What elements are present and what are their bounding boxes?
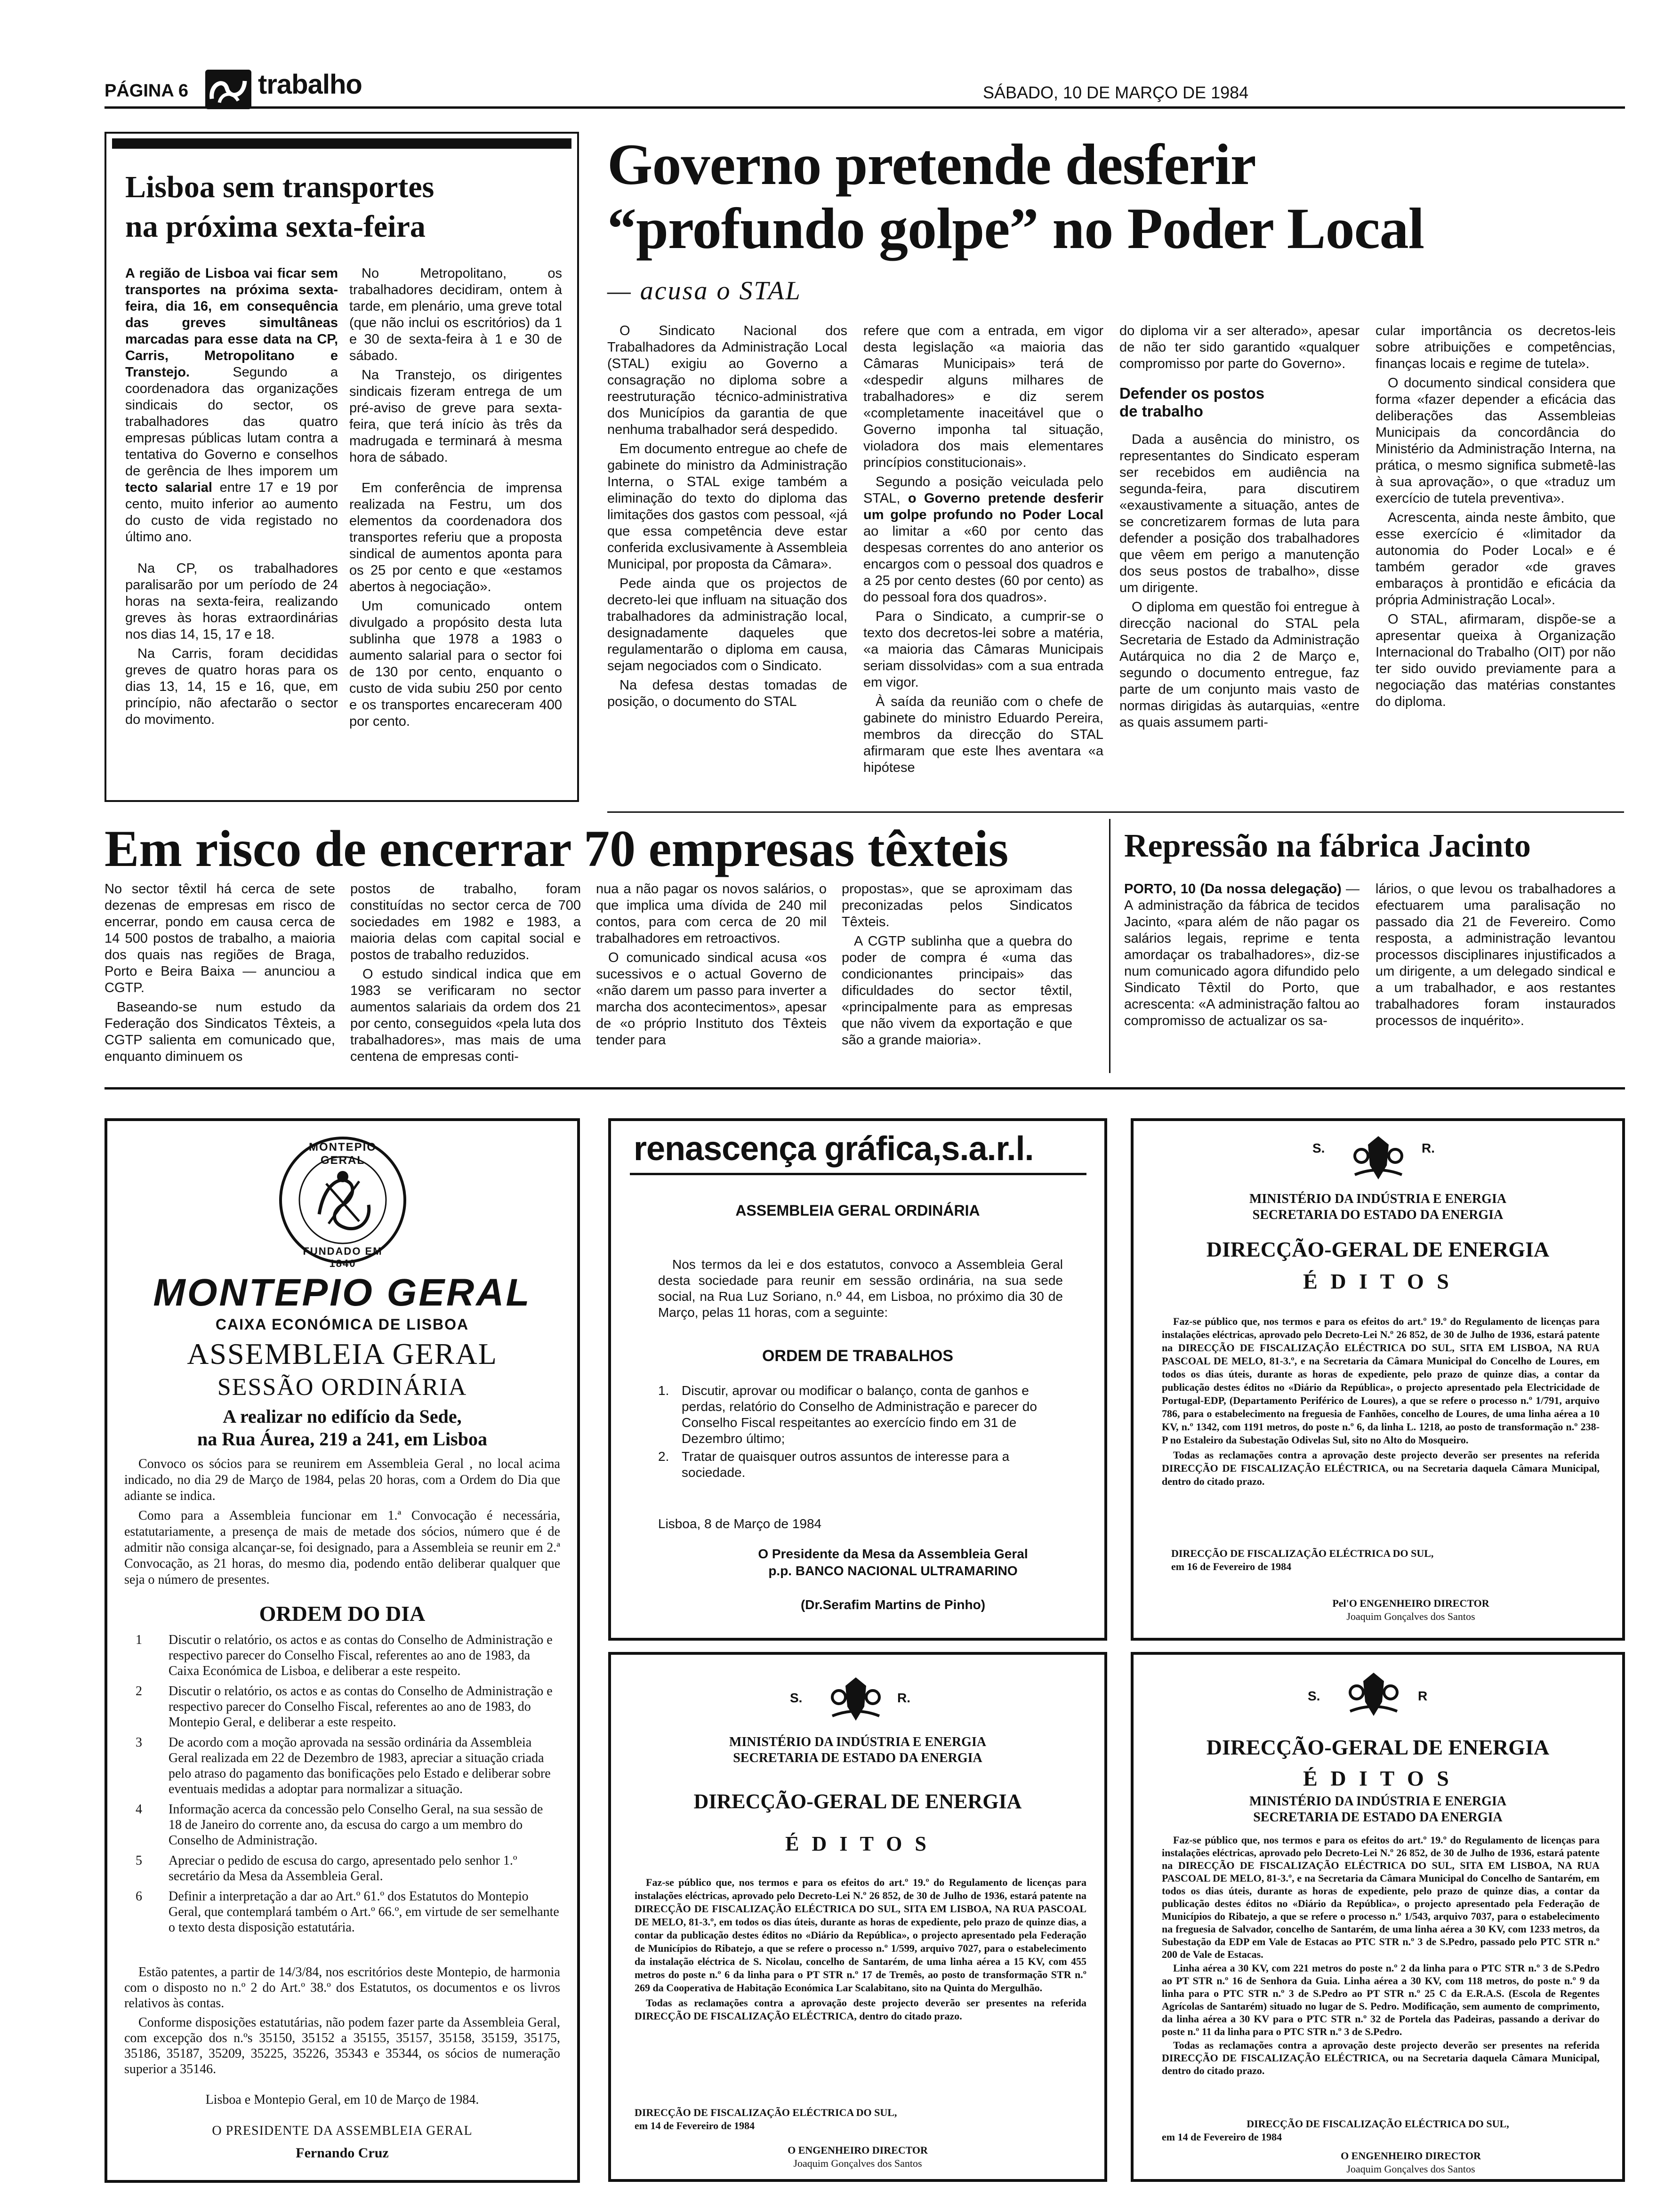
edital-santarem-salvador: [1131, 1652, 1625, 2182]
page-number: PÁGINA 6: [105, 81, 189, 101]
edital1-engineer: O ENGENHEIRO DIRECTOR: [788, 2144, 928, 2156]
coat-of-arms-icon: [1350, 1132, 1407, 1184]
agenda-text: Informação acerca da concessão pelo Conselho Geral, na sua sessão de 18 de Janeiro do corrente ano, da escusa do cargo a um membro do Conselho de Administração.: [169, 1802, 543, 1848]
jacinto-headline: Repressão na fábrica Jacinto: [1124, 828, 1531, 864]
edital1-seal-left: S.: [790, 1691, 803, 1705]
governo-subhead: Defender os postos de trabalho: [1119, 385, 1265, 420]
agenda-item: [136, 1802, 559, 1848]
governo-c4-p4: O STAL, afirmaram, dispõe-se a apresentar queixa à Organização Internacional do Trabalho (OIT) por não ter sido ouvido previamente para a negociação das matérias constantes do diploma.: [1375, 612, 1616, 709]
lisboa-tecto: tecto salarial: [125, 480, 212, 495]
agenda-text: Discutir o relatório, os actos e as contas do Conselho de Administração e respectivo parecer do Conselho Fiscal, referentes ao ano de 1983, da Caixa Económica de Lisboa, e deliberar a este respeito.: [169, 1633, 553, 1678]
lisboa-p6: Em conferência de imprensa realizada na Festru, um dos elementos da coordenadora dos transportes referiu que a proposta sindical de aumentos aponta para os 25 por cento e que «estamos abertos à negociação».: [349, 481, 562, 594]
montepio-agenda-title: ORDEM DO DIA: [259, 1602, 426, 1626]
agenda-num: 1.: [658, 1383, 669, 1398]
montepio-sub: CAIXA ECONÓMICA DE LISBOA: [215, 1316, 469, 1333]
lisboa-p5: Na Transtejo, os dirigentes sindicais fizeram entrega de um pré-aviso de greve para sexta-feira, que terá início às três da madrugada e terminará à mesma hora de sábado.: [349, 368, 562, 465]
edital3-engineer: O ENGENHEIRO DIRECTOR: [1341, 2150, 1481, 2162]
agenda-text: Apreciar o pedido de escusa do cargo, apresentado pelo senhor 1.º secretário da Mesa da Assembleia Geral.: [169, 1853, 517, 1883]
edital3-editos: É D I T O S: [1303, 1766, 1453, 1790]
edital3-ministry: MINISTÉRIO DA INDÚSTRIA E ENERGIA: [1249, 1794, 1507, 1809]
montepio-seal-top: MONTEPIO GERAL: [308, 1141, 377, 1167]
page-date: SÁBADO, 10 DE MARÇO DE 1984: [983, 83, 1249, 102]
montepio-name: MONTEPIO GERAL: [153, 1271, 531, 1314]
governo-c4-p1: cular importância os decretos-leis sobre atribuições e competências, finanças locais e regime de tutela».: [1375, 323, 1616, 371]
renascenca-assembly: ASSEMBLEIA GERAL ORDINÁRIA: [735, 1202, 980, 1219]
coat-of-arms-icon: [1345, 1669, 1402, 1721]
agenda-text: Discutir, aprovar ou modificar o balanço, conta de ganhos e perdas, relatório do Conselho de Administração e parecer do Conselho Fiscal respeitantes ao exercício findo em 31 de Dezembro último;: [682, 1383, 1037, 1446]
agenda-num: 4: [136, 1802, 142, 1817]
texteis-headline: Em risco de encerrar 70 empresas têxteis: [105, 820, 1009, 877]
texteis-c3-p1: nua a não pagar os novos salários, o que implica uma dívida de 240 mil contos, para com cerca de 20 mil trabalhadores em retroactivos.: [596, 882, 827, 946]
agenda-num: 2: [136, 1684, 142, 1699]
texteis-c1-p1: No sector têxtil há cerca de sete dezenas de empresas em risco de encerrar, pondo em causa cerca de 14 500 postos de trabalho, a maioria dos quais nas regiões de Braga, Porto e Beira Baixa — anunciou a CGTP.: [105, 882, 335, 995]
governo-col1: [607, 323, 847, 713]
edital3-body: Faz-se público que, nos termos e para os efeitos do art.º 19.º do Regulamento de licenças para instalações eléctricas, aprovado pelo Decreto-Lei N.º 26 852, de 30 de Julho de 1936, estará patente na DIRECÇÃO DE FISCALIZAÇÃO ELÉCTRICA DO SUL, SITA EM LISBOA, NA RUA PASCOAL DE MELO, 81-3.º, e na Secretaria da Câmara Municipal do Concelho de Santarém, em todos os dias úteis, durante as horas de expediente, pelo prazo de quinze dias, a contar da publicação destes éditos no «Diário da República», o projecto apresentado pela Federação de Municípios do Ribatejo, a que se refere o processo n.º 1/543, arquivo 7037, para o estabelecimento na freguesia de Salvador, concelho de Santarém, de uma linha aérea a 30 KV, com 1233 metros, da Subestação da EDP em Vale de Estacas ao PTC STR n.º 3 de S.Pedro, passado pelo PTC STR n.º 200 de Vale de Estacas.: [1162, 1834, 1600, 1960]
lisboa-title-line1: Lisboa sem transportes: [125, 170, 434, 204]
governo-col3: [1119, 323, 1359, 734]
lisboa-p7: Um comunicado ontem divulgado a propósito desta luta sublinha que 1978 a 1983 o aumento salarial para o sector foi de 130 por cento, enquanto o custo de vida subiu 250 por cento e os transportes encareceram 400 por cento.: [349, 599, 562, 729]
governo-c1-p1: O Sindicato Nacional dos Trabalhadores da Administração Local (STAL) exigiu ao Governo a consagração no diploma sobre a reestruturação técnico-administrativa dos Municípios da garantia de que nenhuma trabalhador será despedido.: [607, 323, 847, 437]
governo-kicker: — acusa o STAL: [607, 276, 802, 305]
edital1-date: em 14 de Fevereiro de 1984: [635, 2120, 755, 2132]
renascenca-ad: [608, 1118, 1107, 1641]
edital2-seal-left: S.: [1312, 1141, 1325, 1155]
governo-c1-p2: Em documento entregue ao chefe de gabinete do ministro da Administração Interna, o STAL exige também a eliminação do texto do diploma das limitações dos gastos com pessoal, «já que essa competência deve estar conferida exclusivamente à Assembleia Municipal, por proposta da Câmara».: [607, 441, 847, 572]
agenda-item: [136, 1632, 559, 1679]
governo-c2-p2: Segundo a posição veiculada pelo STAL,: [863, 474, 1103, 506]
edital2-claims: Todas as reclamações contra a aprovação deste projecto deverão ser presentes na referida DIRECÇÃO DE FISCALIZAÇÃO ELÉCTRICA, ou na Secretaria daquela Câmara Municipal, dentro do citado prazo.: [1162, 1449, 1600, 1487]
renascenca-intro: Nos termos da lei e dos estatutos, convoco a Assembleia Geral desta sociedade para reunir em sessão ordinária, na sua sede social, na Rua Luz Soriano, n.º 44, em Lisboa, no próximo dia 30 de Março, pelas 11 horas, com a seguinte:: [658, 1257, 1063, 1320]
edital2-seal-right: R.: [1422, 1141, 1435, 1155]
governo-col2: [863, 323, 1103, 779]
montepio-p2: Como para a Assembleia funcionar em 1.ª Convocação é necessária, estatutariamente, a presença de mais de metade dos sócios, número que é de admitir não consiga alcançar-se, foi designado, para a Assembleia se reunir em 2.ª Convocação, as 21 horas, do mesmo dia, podendo então deliberar qualquer que seja o número de presentes.: [124, 1508, 560, 1587]
montepio-session: SESSÃO ORDINÁRIA: [217, 1374, 467, 1401]
governo-c4-p2: O documento sindical considera que forma «fazer depender a eficácia das deliberações das Assembleias Municipais da concordância do Ministério da Administração Interna, na prática, o mesmo significa submetê-las à sua aprovação», o que «traduz um exercício de tutela preventiva».: [1375, 376, 1616, 506]
governo-c2-p1: refere que com a entrada, em vigor desta legislação «a maioria das Câmaras Municipais» terá de «despedir alguns milhares de trabalhadores» e diz serem «completamente inaceitável que o Governo imponha tal situação, violadora dos mais elementares princípios constitucionais».: [863, 323, 1103, 470]
edital2-body: Faz-se público que, nos termos e para os efeitos do art.º 19.º do Regulamento de licenças para instalações eléctricas, aprovado pelo Decreto-Lei N.º 26 852, de 30 de Julho de 1936, estará patente na DIRECÇÃO DE FISCALIZAÇÃO ELÉCTRICA DO SUL, SITA EM LISBOA, NA RUA PASCOAL DE MELO, 81-3.º, e na Secretaria da Câmara Municipal do Concelho de Loures, em todos os dias úteis, durante as horas de expediente, pelo prazo de quinze dias, a contar da publicação destes éditos no «Diário da República», o projecto apresentado pela Electricidade de Portugal-EDP, (Departamento Periférico de Loures), a que se refere o processo n.º 1/791, arquivo 786, para o estabelecimento na freguesia de Fanhões, concelho de Loures, de uma linha aérea a 10 KV, n.º 1342, com 1191 metros, do poste n.º 6, da linha L. 1218, ao posto de transformação n.º 238-P no Estaleiro da Subestação Odivelas Sul, sito no Alto do Mosqueiro.: [1162, 1315, 1600, 1446]
agenda-item: [658, 1383, 1072, 1447]
texteis-col1: [105, 881, 335, 1068]
texteis-c2-p1: postos de trabalho, foram constituídas no sector cerca de 700 sociedades em 1982 e 1983, a maioria delas com capital social e postos de trabalho reduzidos.: [350, 882, 581, 962]
texteis-c4-p2: A CGTP sublinha que a quebra do poder de compra é «uma das condicionantes principais» das dificuldades do sector têxtil, «principalmente para as empresas que não vivem da exportação e que são a grande maioria».: [842, 934, 1072, 1048]
governo-c3-p3: O diploma em questão foi entregue à direcção nacional do STAL pela Secretaria de Estado da Administração Autárquica no dia 2 de Março e, segundo o documento entregue, faz parte de um conjunto mais vasto de normas dirigidas às autarquias, «entre as quais assumem parti-: [1119, 600, 1359, 730]
governo-c3-p1: do diploma vir a ser alterado», apesar de não ter sido garantido «qualquer compromisso por parte do Governo».: [1119, 323, 1359, 371]
montepio-agenda-list: [136, 1632, 559, 1940]
montepio-assembly: ASSEMBLEIA GERAL: [187, 1337, 498, 1370]
renascenca-agenda-title: ORDEM DE TRABALHOS: [762, 1347, 954, 1365]
agenda-item: [658, 1449, 1072, 1481]
governo-c2-bold: o Governo pretende desferir um golpe profundo no Poder Local: [863, 491, 1103, 522]
edital2-engineer: Pel'O ENGENHEIRO DIRECTOR: [1332, 1597, 1489, 1609]
lisboa-p1-end: entre 17 e 19 por cento, muito inferior ao aumento do custo de vida registado no último ano.: [125, 480, 338, 545]
box-top-bar: [112, 138, 571, 149]
lisboa-box: [105, 132, 579, 802]
agenda-num: 5: [136, 1853, 142, 1868]
montepio-ad: [105, 1118, 580, 2183]
montepio-signer: Fernando Cruz: [296, 2145, 389, 2161]
jacinto-divider: [1109, 819, 1110, 1073]
header-rule: [105, 106, 1625, 109]
agenda-text: Tratar de quaisquer outros assuntos de interesse para a sociedade.: [682, 1449, 1010, 1480]
agenda-num: 1: [136, 1633, 142, 1647]
edital1-editos: É D I T O S: [785, 1832, 930, 1855]
agenda-text: De acordo com a moção aprovada na sessão ordinária da Assembleia Geral realizada em 22 de Dezembro de 1983, apreciar a situação criada pelo atraso do pagamento das bonificações pelo Estado e deliberar sobre eventuais medidas a adoptar para normalizar a situação.: [169, 1735, 551, 1796]
edital2-office: DIRECÇÃO DE FISCALIZAÇÃO ELÉCTRICA DO SUL,: [1171, 1547, 1434, 1559]
jacinto-col2: [1375, 881, 1616, 1032]
governo-c2-p2-end: ao limitar a «60 por cento das despesas correntes do ano anterior os encargos com o pessoal dos quadros e a 25 por cento destes (60 por cento) as do pessoal fora dos quadros».: [863, 524, 1103, 605]
agenda-num: 6: [136, 1889, 142, 1904]
renascenca-company: renascença gráfica,s.a.r.l.: [634, 1130, 1034, 1168]
edital2-name: Joaquim Gonçalves dos Santos: [1346, 1611, 1475, 1622]
governo-col4: [1375, 323, 1616, 713]
edital1-dg: DIRECÇÃO-GERAL DE ENERGIA: [693, 1790, 1022, 1813]
agenda-item: [136, 1889, 559, 1935]
edital1-office: DIRECÇÃO DE FISCALIZAÇÃO ELÉCTRICA DO SUL,: [635, 2107, 897, 2118]
lisboa-p2: Na CP, os trabalhadores paralisarão por um período de 24 horas na sexta-feira, realizando greves às horas extraordinárias nos dias 14, 15, 17 e 18.: [125, 561, 338, 642]
montepio-venue1: A realizar no edifício da Sede,: [223, 1406, 462, 1427]
edital1-seal-right: R.: [897, 1691, 910, 1705]
governo-c2-p4: À saída da reunião com o chefe de gabinete do ministro Eduardo Pereira, membros da direcção do STAL afirmaram que este lhes aventara «a hipótese: [863, 694, 1103, 775]
jacinto-dateline: PORTO, 10 (Da nossa delegação): [1124, 882, 1342, 897]
edital-loures: [1131, 1118, 1625, 1641]
governo-c3-p2: Dada a ausência do ministro, os representantes do Sindicato esperam ser recebidos em audiência na segunda-feira, para discutirem «exaustivamente a situação, antes de se concretizarem formas de luta para defender a posição dos trabalhadores que vêem em perigo a manutenção dos seus postos de trabalho», disse um dirigente.: [1119, 432, 1359, 595]
edital1-claims: Todas as reclamações contra a aprovação deste projecto deverão ser presentes na referida DIRECÇÃO DE FISCALIZAÇÃO ELÉCTRICA, dentro do citado prazo.: [635, 1997, 1086, 2022]
texteis-col3: [596, 881, 827, 1051]
edital2-dg: DIRECÇÃO-GERAL DE ENERGIA: [1206, 1237, 1550, 1261]
edital3-secretariat: SECRETARIA DE ESTADO DA ENERGIA: [1253, 1810, 1503, 1825]
governo-headline-line1: Governo pretende desferir: [607, 132, 1256, 197]
edital1-ministry: MINISTÉRIO DA INDÚSTRIA E ENERGIA: [729, 1735, 987, 1749]
agenda-num: 2.: [658, 1449, 669, 1464]
renascenca-sign2: p.p. BANCO NACIONAL ULTRAMARINO: [768, 1563, 1018, 1578]
edital3-body2: Linha aérea a 30 KV, com 221 metros do poste n.º 2 da linha para o PTC STR n.º 3 de S.Pedro ao PT STR n.º 16 de Senhora da Guia. Linha aérea a 30 KV, com 118 metros, do poste n.º 9 da linha para o PTC STR n.º 3 de S.Pedro ao PT STR n.º 25 C da E.R.A.S. (Escola de Regentes Agrícolas de Santarém) situado no lugar de S. Pedro. Modificação, sem aumento de comprimento, da linha aérea a 30 KV para o PTC STR n.º 32 de Portela das Padeiras, passando a derivar do poste n.º 11 da linha para o PTC STR n.º 3 de S.Pedro.: [1162, 1962, 1600, 2037]
governo-bottom-rule: [607, 811, 1624, 813]
montepio-signer-title: O PRESIDENTE DA ASSEMBLEIA GERAL: [212, 2124, 473, 2138]
texteis-col4: [842, 881, 1072, 1051]
montepio-p4: Conforme disposições estatutárias, não podem fazer parte da Assembleia Geral, com excepção dos n.ºs 35150, 35152 a 35155, 35157, 35158, 35159, 35175, 35186, 35187, 35209, 35225, 35226, 35343 e 35344, os sócios de numeração superior a 35146.: [124, 2015, 560, 2076]
renascenca-sign3: (Dr.Serafim Martins de Pinho): [800, 1597, 986, 1612]
agenda-text: Definir a interpretação a dar ao Art.º 61.º dos Estatutos do Montepio Geral, que contemplará também o Art.º 66.º, em virtude de ser semelhante o texto desta disposição estatutária.: [169, 1889, 559, 1935]
texteis-c2-p2: O estudo sindical indica que em 1983 se verificaram no sector aumentos salariais da ordem dos 21 por cento, conseguidos «pela luta dos trabalhadores», mas mais de uma centena de empresas conti-: [350, 967, 581, 1064]
jacinto-col1: [1124, 881, 1359, 1032]
lisboa-col1: [125, 265, 338, 731]
lisboa-p1: Segundo a coordenadora das organizações sindicais do sector, os trabalhadores das quatro empresas públicas lutam contra a tentativa do Governo e conselhos de gerência de lhes imporem um: [125, 365, 338, 479]
renascenca-date: Lisboa, 8 de Março de 1984: [658, 1516, 822, 1531]
lisboa-p4: No Metropolitano, os trabalhadores decidiram, ontem à tarde, em plenário, uma greve total (que não inclui os escritórios) da 1 e 30 de sexta-feira à 1 e 30 de sábado.: [349, 266, 562, 363]
texteis-col2: [350, 881, 581, 1068]
edital2-editos: É D I T O S: [1303, 1269, 1453, 1293]
montepio-place-date: Lisboa e Montepio Geral, em 10 de Março de 1984.: [205, 2092, 479, 2107]
agenda-text: Discutir o relatório, os actos e as contas do Conselho de Administração e respectivo parecer do Conselho Fiscal, referentes ao ano de 1983, do Montepio Geral, e deliberar a este respeito.: [169, 1684, 553, 1730]
governo-c2-p3: Para o Sindicato, a cumprir-se o texto dos decretos-lei sobre a matéria, «a maioria das Câmaras Municipais seriam dissolvidas» com a sua entrada em vigor.: [863, 609, 1103, 690]
lisboa-title-line2: na próxima sexta-feira: [125, 209, 426, 244]
edital1-body: Faz-se público que, nos termos e para os efeitos do art.º 19.º do Regulamento de licenças para instalações eléctricas, aprovado pelo Decreto-Lei N.º 26 852, de 30 de Julho de 1936, estará patente na DIRECÇÃO DE FISCALIZAÇÃO ELÉCTRICA DO SUL, SITA EM LISBOA, NA RUA PASCOAL DE MELO, 81-3.º, em todos os dias úteis, durante as horas de expediente, pelo prazo de quinze dias, a contar da publicação destes éditos no «Diário da República», o projecto apresentado pela Federação de Municípios do Ribatejo, a que se refere o processo n.º 1/599, arquivo 7027, para o estabelecimento da instalação eléctrica de S. Nicolau, concelho de Santarém, de uma linha aérea a 15 KV, com 455 metros do poste n.º 6 da linha para o PT STR n.º 17 de Tremês, ao posto de transformação STR n.º 269 da Cooperativa de Habitação Económica Lar Scalabitano, sito na Quinta do Mergulhão.: [635, 1876, 1086, 1994]
agenda-item: [136, 1853, 559, 1884]
agenda-item: [136, 1735, 559, 1797]
edital2-date: em 16 de Fevereiro de 1984: [1171, 1561, 1292, 1572]
edital3-dg: DIRECÇÃO-GERAL DE ENERGIA: [1206, 1735, 1550, 1759]
governo-c1-p4: Na defesa destas tomadas de posição, o documento do STAL: [607, 678, 847, 709]
texteis-c1-p2: Baseando-se num estudo da Federação dos Sindicatos Têxteis, a CGTP salienta em comunicado que, enquanto diminuem os: [105, 1000, 335, 1064]
edital1-name: Joaquim Gonçalves dos Santos: [793, 2157, 922, 2169]
governo-c1-p3: Pede ainda que os projectos de decreto-lei que influam na situação dos trabalhadores da administração local, designadamente daqueles que regulamentarão o diploma em causa, sejam negociados com o Sindicato.: [607, 576, 847, 673]
lisboa-lead: A região de Lisboa vai ficar sem transportes na próxima sexta-feira, dia 16, em consequência das greves simultâneas marcadas para esse data na CP, Carris, Metropolitano e Transtejo.: [125, 266, 338, 380]
lisboa-col2: [349, 265, 562, 733]
montepio-venue2: na Rua Áurea, 219 a 241, em Lisboa: [197, 1428, 487, 1450]
jacinto-c2-p1: lários, o que levou os trabalhadores a efectuarem uma paralisação no passado dia 21 de Fevereiro. Como resposta, a administração levantou processos disciplinares injustificados a um dirigente, a um delegado sindical e a um trabalhador, e aos restantes trabalhadores foram instaurados processos de inquérito».: [1375, 882, 1616, 1028]
montepio-seal-bottom: FUNDADO EM 1840: [303, 1245, 383, 1269]
ads-top-rule: [105, 1087, 1625, 1090]
edital3-name: Joaquim Gonçalves dos Santos: [1346, 2163, 1475, 2175]
agenda-num: 3: [136, 1735, 142, 1750]
edital3-seal-left: S.: [1308, 1689, 1320, 1703]
coat-of-arms-icon: [828, 1674, 884, 1725]
renascenca-sign1: O Presidente da Mesa da Assembleia Geral: [758, 1547, 1028, 1561]
edital1-secretariat: SECRETARIA DE ESTADO DA ENERGIA: [733, 1751, 982, 1765]
governo-headline-line2: “profundo golpe” no Poder Local: [607, 196, 1424, 261]
montepio-p3: Estão patentes, a partir de 14/3/84, nos escritórios deste Montepio, de harmonia com o disposto no n.º 2 do Art.º 38.º dos Estatutos, os documentos e os livros relativos às contas.: [124, 1965, 560, 2011]
section-title: trabalho: [258, 69, 362, 100]
montepio-p1: Convoco os sócios para se reunirem em Assembleia Geral , no local acima indicado, no dia 29 de Março de 1984, pelas 20 horas, com a Ordem do Dia que adiante se indica.: [124, 1457, 560, 1503]
edital3-office: DIRECÇÃO DE FISCALIZAÇÃO ELÉCTRICA DO SUL,: [1247, 2118, 1509, 2130]
renascenca-rule: [630, 1173, 1086, 1175]
montepio-seal-icon: [277, 1134, 409, 1269]
edital3-date: em 14 de Fevereiro de 1984: [1162, 2131, 1282, 2143]
jacinto-c1-p1: — A administração da fábrica de tecidos Jacinto, «para além de não pagar os salários legais, reprime e tenta amordaçar os trabalhadores», diz-se num comunicado agora difundido pelo Sindicato Têxtil do Porto, que acrescenta: «A administração faltou ao compromisso de actualizar os sa-: [1124, 882, 1359, 1028]
edital2-ministry: MINISTÉRIO DA INDÚSTRIA E ENERGIA: [1249, 1192, 1507, 1206]
texteis-c4-p1: propostas», que se aproximam das preconizadas pelos Sindicatos Têxteis.: [842, 882, 1072, 930]
newspaper-logo-icon: [205, 70, 251, 109]
edital3-seal-right: R: [1418, 1689, 1428, 1703]
edital3-claims: Todas as reclamações contra a aprovação deste projecto deverão ser presentes na referida DIRECÇÃO DE FISCALIZAÇÃO ELÉCTRICA, ou na Secretaria daquela Câmara Municipal, dentro do citado prazo.: [1162, 2039, 1600, 2076]
governo-headline: [607, 133, 1624, 261]
renascenca-agenda: [658, 1383, 1072, 1481]
edital-santarem-sn: [608, 1652, 1107, 2182]
governo-c4-p3: Acrescenta, ainda neste âmbito, que esse exercício é «limitador da autonomia do Poder Local» e é também gerador «de graves embaraços à prontidão e eficácia da própria Administração Local».: [1375, 510, 1616, 608]
agenda-item: [136, 1683, 559, 1730]
texteis-c3-p2: O comunicado sindical acusa «os sucessivos e o actual Governo de «não darem um passo para inverter a marcha dos acontecimentos», apesar de «o próprio Instituto dos Têxteis tender para: [596, 950, 827, 1048]
edital2-secretariat: SECRETARIA DO ESTADO DA ENERGIA: [1252, 1208, 1504, 1222]
lisboa-p3: Na Carris, foram decididas greves de quatro horas para os dias 13, 14, 15 e 16, que, em princípio, não afectarão o sector do movimento.: [125, 646, 338, 727]
